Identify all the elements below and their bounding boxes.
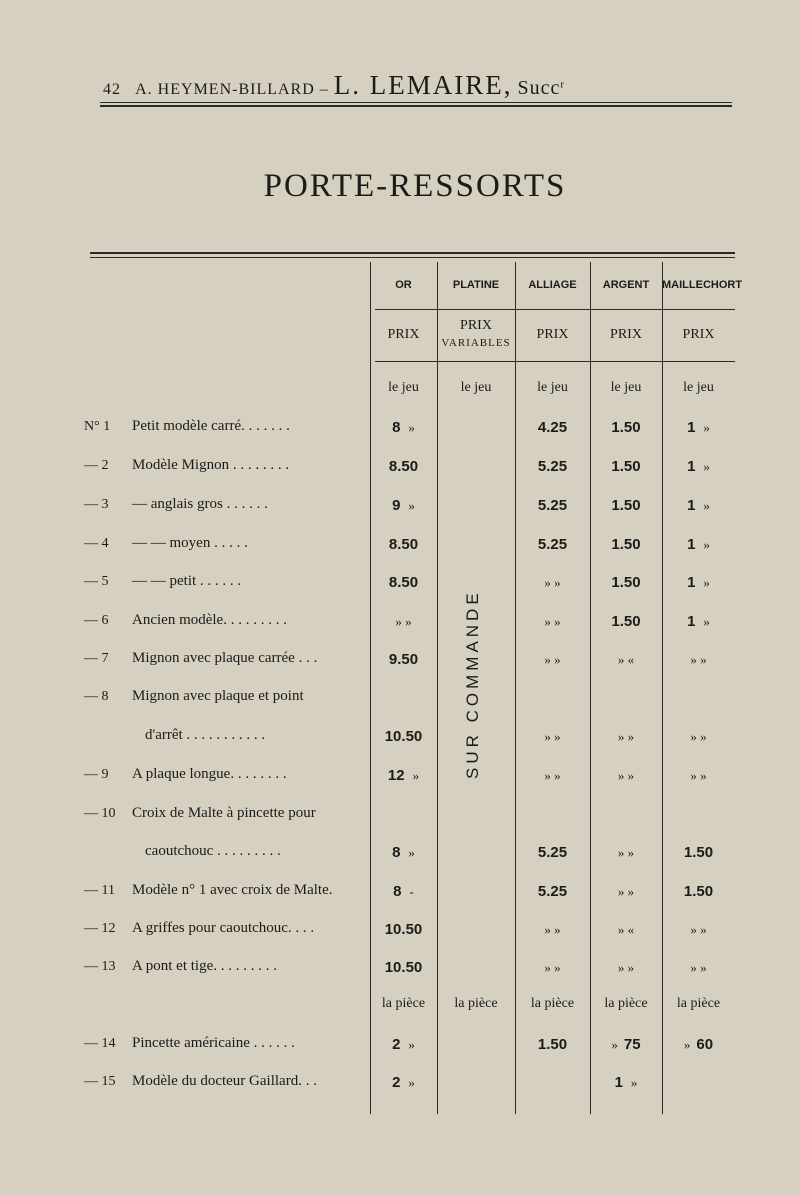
price-value: 8.50	[388, 574, 419, 591]
ditto-mark: » »	[617, 884, 635, 899]
metal-rule	[375, 309, 735, 310]
row-number: — 10	[84, 806, 116, 821]
price-value: 9	[392, 497, 401, 514]
column-prix-header: PRIX	[610, 327, 642, 342]
price-value: 1	[687, 458, 696, 475]
price-cell-maill	[662, 536, 735, 553]
column-prix-sub: VARIABLES	[441, 337, 511, 349]
ditto-mark: » «	[617, 652, 635, 667]
price-cell-argent	[590, 883, 662, 900]
ditto-mark: » «	[617, 922, 635, 937]
ditto-mark: » »	[690, 652, 707, 667]
price-cell-alliage	[515, 728, 590, 745]
price-value: 1.50	[683, 883, 714, 900]
row-label: Petit modèle carré. . . . . . .	[132, 418, 290, 434]
price-cell-alliage	[515, 536, 590, 553]
ditto-mark: »	[703, 575, 710, 590]
price-cell-maill	[662, 921, 735, 938]
page-title: PORTE-RESSORTS	[263, 168, 567, 204]
ditto-mark: » »	[617, 729, 635, 744]
price-value: 1	[687, 613, 696, 630]
price-cell-argent	[590, 651, 662, 668]
unit-la-piece: la pièce	[530, 996, 575, 1011]
ditto-mark: »	[703, 420, 710, 435]
price-cell-argent	[590, 767, 662, 784]
row-label: A plaque longue. . . . . . . .	[132, 766, 287, 782]
column-prix-header: PRIX	[682, 327, 715, 342]
price-value: 8.50	[388, 458, 419, 475]
price-cell-alliage	[515, 419, 590, 436]
unit-le-jeu: le jeu	[388, 380, 419, 395]
ditto-mark: » »	[690, 960, 707, 975]
price-value: 10.50	[384, 921, 423, 938]
price-value: 8	[392, 844, 401, 861]
price-cell-argent	[590, 497, 662, 514]
ditto-mark: » »	[544, 575, 561, 590]
ditto-mark: » »	[544, 768, 561, 783]
price-cell-alliage	[515, 613, 590, 630]
column-prix-header: PRIX	[387, 327, 420, 342]
price-cell-maill	[662, 458, 735, 475]
column-metal-header: MAILLECHORT	[662, 279, 743, 291]
price-cell-alliage	[515, 1036, 590, 1053]
price-cell-or	[370, 1036, 437, 1053]
price-cell-alliage	[515, 883, 590, 900]
row-label: d'arrêt . . . . . . . . . . .	[145, 727, 266, 743]
price-value: 9.50	[388, 651, 419, 668]
row-label: caoutchouc . . . . . . . . .	[145, 843, 281, 859]
price-cell-or	[370, 728, 437, 745]
row-number: — 4	[84, 536, 109, 551]
price-value: 60	[696, 1036, 714, 1053]
ditto-mark: » »	[544, 614, 561, 629]
price-cell-argent	[590, 1036, 662, 1053]
ditto-mark: »	[703, 459, 710, 474]
price-cell-argent	[590, 728, 662, 745]
price-value: 75	[623, 1036, 641, 1053]
price-value: 8	[393, 883, 402, 900]
ditto-mark: » »	[544, 922, 561, 937]
price-cell-argent	[590, 536, 662, 553]
unit-la-piece: la pièce	[381, 996, 426, 1011]
row-label: — — moyen . . . . .	[132, 535, 248, 551]
ditto-mark: » »	[617, 845, 635, 860]
unit-le-jeu: le jeu	[610, 380, 642, 395]
price-cell-alliage	[515, 497, 590, 514]
price-cell-argent	[590, 959, 662, 976]
price-cell-argent	[590, 613, 662, 630]
price-cell-alliage	[515, 921, 590, 938]
price-value: 1	[687, 536, 696, 553]
price-cell-alliage	[515, 458, 590, 475]
price-value: 8	[392, 419, 401, 436]
price-value: 8.50	[388, 536, 419, 553]
ditto-mark: »	[408, 845, 415, 860]
price-value: 5.25	[537, 883, 568, 900]
price-value: 5.25	[537, 458, 568, 475]
ditto-mark: -	[409, 884, 414, 899]
row-label: Croix de Malte à pincette pour	[132, 805, 316, 821]
price-cell-or	[370, 458, 437, 475]
row-label: Modèle du docteur Gaillard. . .	[132, 1073, 317, 1089]
price-cell-argent	[590, 574, 662, 591]
unit-le-jeu: le jeu	[460, 380, 492, 395]
succ-label: Succ	[517, 77, 561, 99]
header-dash: –	[319, 81, 329, 98]
ditto-mark: »	[412, 768, 420, 783]
row-number: — 9	[84, 767, 109, 782]
price-cell-argent	[590, 419, 662, 436]
row-number: — 7	[84, 651, 109, 666]
price-cell-or	[370, 651, 437, 668]
price-value: 1	[687, 497, 696, 514]
row-number: — 11	[84, 883, 115, 898]
price-value: 10.50	[384, 728, 423, 745]
ditto-mark: »	[408, 1037, 415, 1052]
row-number: N° 1	[84, 419, 111, 434]
header-rule-thin	[100, 102, 732, 103]
price-value: 12	[387, 767, 405, 784]
price-cell-or	[370, 921, 437, 938]
price-value: 1.50	[537, 1036, 568, 1053]
unit-la-piece: la pièce	[676, 996, 721, 1011]
price-cell-or	[370, 419, 437, 436]
row-label: A griffes pour caoutchouc. . . .	[132, 920, 315, 936]
price-cell-alliage	[515, 959, 590, 976]
price-cell-or	[370, 767, 437, 784]
price-value: 1	[614, 1074, 623, 1091]
column-metal-header: PLATINE	[452, 279, 500, 291]
price-cell-maill	[662, 959, 735, 976]
price-cell-maill	[662, 613, 735, 630]
ditto-mark: » »	[544, 652, 561, 667]
row-label: Modèle n° 1 avec croix de Malte.	[132, 882, 333, 898]
price-value: 1	[687, 419, 696, 436]
column-metal-header: ARGENT	[602, 279, 650, 291]
price-cell-argent	[590, 921, 662, 938]
row-label: Mignon avec plaque et point	[132, 688, 304, 704]
ditto-mark: »	[630, 1075, 638, 1090]
unit-le-jeu: le jeu	[683, 380, 714, 395]
price-cell-maill	[662, 728, 735, 745]
price-cell-maill	[662, 1036, 735, 1053]
row-number: — 5	[84, 574, 109, 589]
row-number: — 6	[84, 613, 109, 628]
price-cell-maill	[662, 883, 735, 900]
row-label: Ancien modèle. . . . . . . . .	[132, 612, 287, 628]
row-label: Modèle Mignon . . . . . . . .	[132, 457, 290, 473]
price-cell-alliage	[515, 651, 590, 668]
price-value: 1.50	[611, 497, 641, 514]
price-value: 5.25	[537, 844, 568, 861]
price-value: 2	[392, 1036, 401, 1053]
unit-la-piece: la pièce	[454, 996, 498, 1011]
ditto-mark: »	[703, 614, 710, 629]
price-value: 1.50	[611, 574, 641, 591]
row-number: — 14	[84, 1036, 116, 1051]
price-value: 1.50	[611, 613, 641, 630]
price-cell-argent	[590, 1074, 662, 1091]
ditto-mark: » »	[544, 960, 561, 975]
ditto-mark: » »	[544, 729, 561, 744]
price-cell-maill	[662, 497, 735, 514]
price-cell-or	[370, 497, 437, 514]
running-header	[103, 70, 565, 101]
column-prix-header: PRIX	[536, 327, 569, 342]
price-cell-or	[370, 1074, 437, 1091]
ditto-mark: »	[703, 537, 710, 552]
succ-sup: r	[560, 78, 566, 91]
ditto-mark: » »	[690, 768, 707, 783]
ditto-mark: »	[408, 1075, 415, 1090]
table-top-rule	[90, 252, 735, 254]
price-value: 5.25	[537, 497, 568, 514]
row-label: A pont et tige. . . . . . . . .	[132, 958, 277, 974]
row-label: — — petit . . . . . .	[132, 573, 242, 589]
price-value: 1.50	[611, 419, 641, 436]
price-value: 5.25	[537, 536, 568, 553]
row-label: — anglais gros . . . . . .	[132, 496, 268, 512]
sur-commande-label: SUR COMMANDE	[463, 589, 482, 779]
price-cell-or	[370, 613, 437, 630]
row-number: — 15	[84, 1074, 116, 1089]
ditto-mark: » »	[690, 922, 707, 937]
price-value: 1.50	[611, 536, 641, 553]
ditto-mark: »	[703, 498, 710, 513]
price-cell-or	[370, 574, 437, 591]
row-number: — 12	[84, 921, 116, 936]
table-top-rule-thin	[90, 257, 735, 258]
unit-la-piece: la pièce	[604, 996, 648, 1011]
ditto-mark: »	[611, 1037, 618, 1052]
row-number: — 8	[84, 689, 109, 704]
price-cell-argent	[590, 458, 662, 475]
ditto-mark: »	[408, 498, 415, 513]
price-cell-alliage	[515, 574, 590, 591]
price-value: 2	[392, 1074, 401, 1091]
price-cell-or	[370, 536, 437, 553]
page-number: 42	[103, 81, 121, 98]
price-value: 1.50	[611, 458, 641, 475]
unit-le-jeu: le jeu	[537, 380, 568, 395]
ditto-mark: »	[683, 1037, 691, 1052]
row-label: Mignon avec plaque carrée . . .	[132, 650, 318, 666]
ditto-mark: » »	[395, 614, 412, 629]
price-cell-maill	[662, 574, 735, 591]
price-value: 10.50	[384, 959, 423, 976]
ditto-mark: » »	[690, 729, 707, 744]
row-number: — 2	[84, 458, 109, 473]
price-cell-argent	[590, 844, 662, 861]
firm-name: A. HEYMEN-BILLARD	[135, 81, 315, 98]
row-number: — 3	[84, 497, 109, 512]
row-number: — 13	[84, 959, 116, 974]
price-cell-maill	[662, 767, 735, 784]
price-value: 1.50	[683, 844, 714, 861]
row-label: Pincette américaine . . . . . .	[132, 1035, 295, 1051]
price-cell-alliage	[515, 844, 590, 861]
price-value: 4.25	[537, 419, 568, 436]
header-rule-thick	[100, 105, 732, 107]
price-cell-or	[370, 959, 437, 976]
column-metal-header: OR	[395, 279, 412, 291]
column-prix-header: PRIX	[460, 318, 492, 333]
ditto-mark: » »	[617, 768, 635, 783]
column-metal-header: ALLIAGE	[528, 279, 577, 291]
ditto-mark: »	[408, 420, 415, 435]
price-value: 1	[687, 574, 696, 591]
price-cell-maill	[662, 844, 735, 861]
ditto-mark: » »	[617, 960, 635, 975]
price-cell-alliage	[515, 767, 590, 784]
price-cell-or	[370, 844, 437, 861]
successor-name: L. LEMAIRE,	[333, 70, 513, 100]
price-cell-or	[370, 883, 437, 900]
prix-rule	[375, 361, 735, 362]
price-cell-maill	[662, 419, 735, 436]
price-cell-maill	[662, 651, 735, 668]
